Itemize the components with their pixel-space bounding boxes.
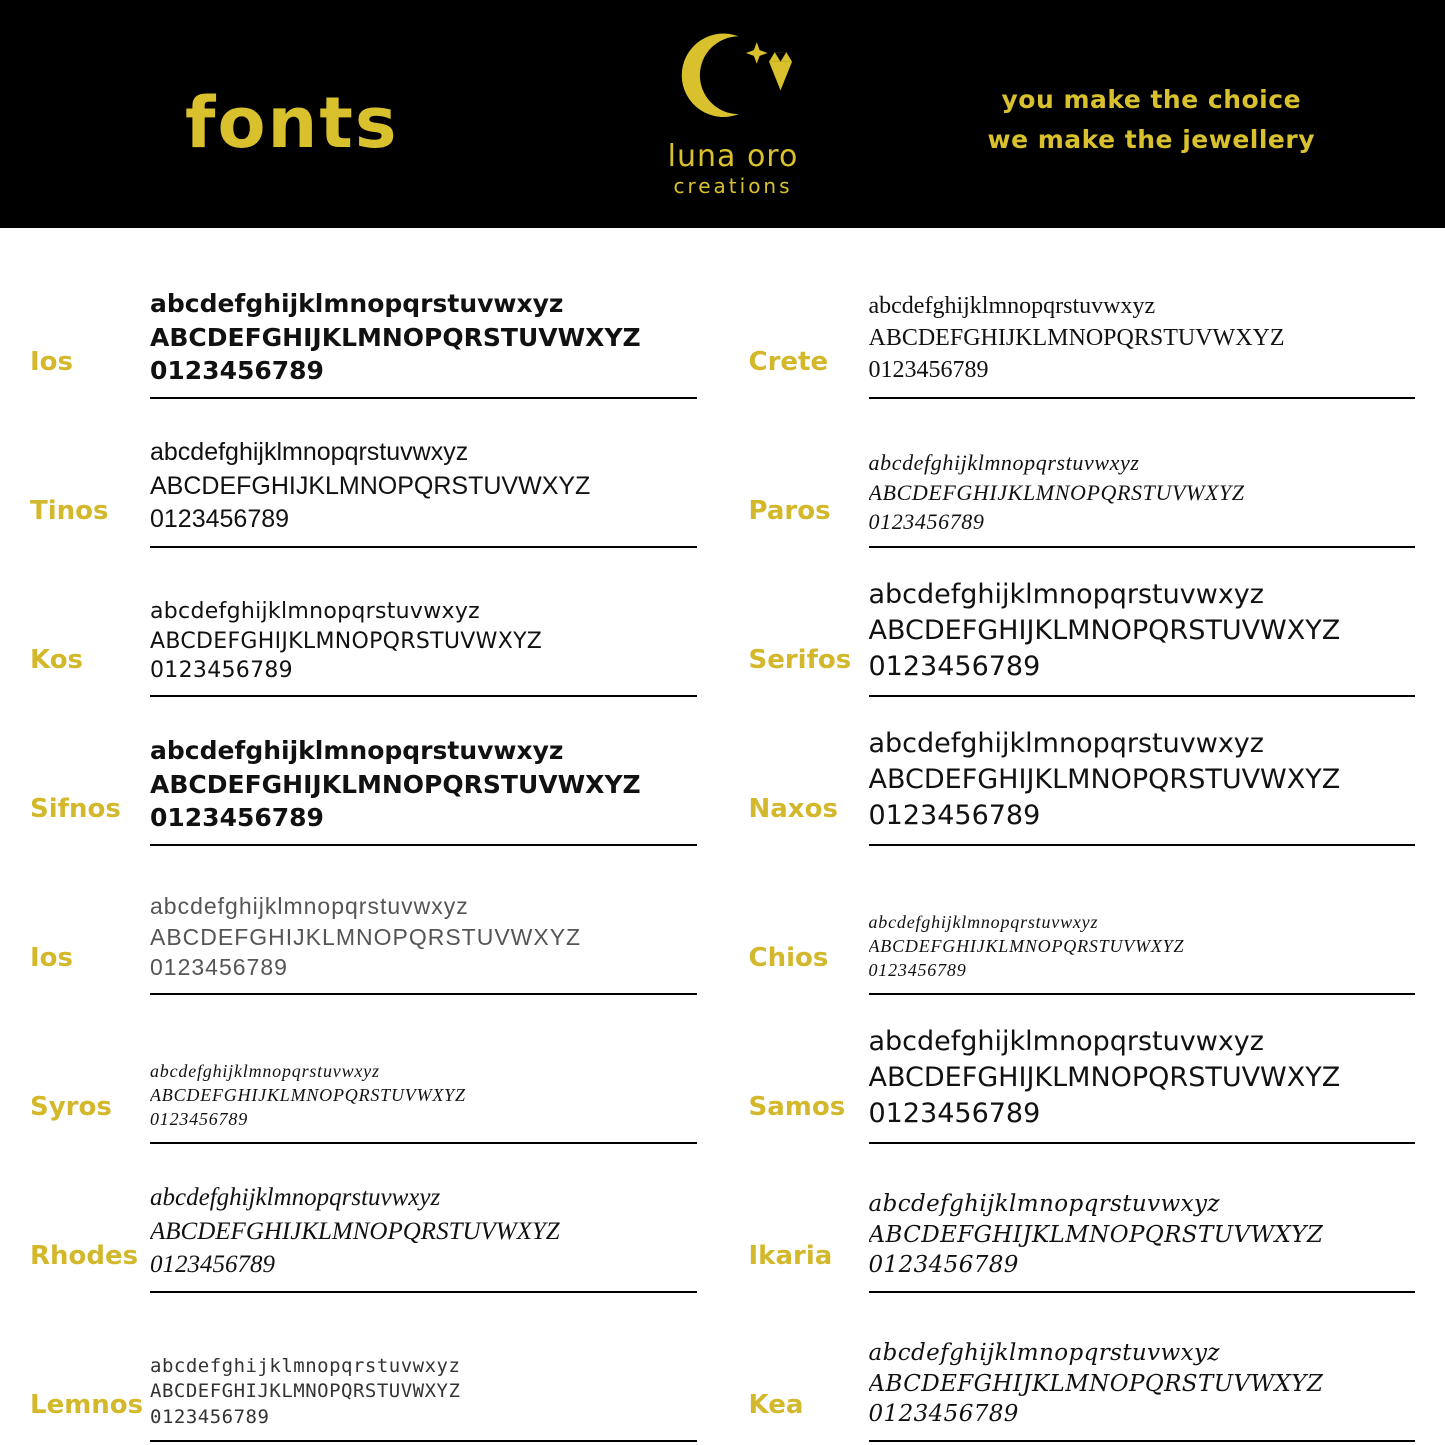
font-name-label: Samos <box>748 1092 846 1122</box>
font-specimen-row <box>30 250 697 399</box>
specimen-digits: 0123456789 <box>150 802 324 832</box>
font-name-label: Ios <box>30 347 74 377</box>
font-name-label: Tinos <box>30 496 109 526</box>
specimen-upper: ABCDEFGHIJKLMNOPQRSTUVWXYZ <box>868 479 1245 505</box>
specimen-upper: ABCDEFGHIJKLMNOPQRSTUVWXYZ <box>868 764 1341 796</box>
specimen-lower: abcdefghijklmnopqrstuvwxyz <box>868 293 1156 320</box>
specimen-lower: abcdefghijklmnopqrstuvwxyz <box>150 893 469 920</box>
specimen-digits: 0123456789 <box>150 504 290 533</box>
font-specimen-text <box>869 726 1416 846</box>
brand-name: luna oro <box>667 139 799 174</box>
specimen-lower: abcdefghijklmnopqrstuvwxyz <box>150 1184 441 1212</box>
specimen-digits: 0123456789 <box>150 1250 275 1278</box>
tagline <box>988 80 1316 160</box>
font-specimen-sheet <box>0 228 1445 1445</box>
font-specimen-row <box>749 697 1416 846</box>
crescent-moon-diamond-icon <box>661 22 805 130</box>
font-name-label: Paros <box>748 496 831 526</box>
specimen-digits: 0123456789 <box>868 357 989 384</box>
font-name-label: Crete <box>748 347 829 377</box>
font-specimen-text <box>150 1060 697 1144</box>
specimen-digits: 0123456789 <box>150 1405 270 1428</box>
specimen-upper: ABCDEFGHIJKLMNOPQRSTUVWXYZ <box>868 1221 1324 1248</box>
font-name-label: Rhodes <box>30 1241 139 1271</box>
specimen-digits: 0123456789 <box>150 954 288 981</box>
specimen-digits: 0123456789 <box>868 960 967 981</box>
specimen-digits: 0123456789 <box>868 651 1041 683</box>
font-specimen-text <box>869 1024 1416 1144</box>
specimen-upper: ABCDEFGHIJKLMNOPQRSTUVWXYZ <box>150 628 543 654</box>
specimen-upper: ABCDEFGHIJKLMNOPQRSTUVWXYZ <box>868 936 1185 957</box>
specimen-digits: 0123456789 <box>868 1401 1019 1428</box>
specimen-upper: ABCDEFGHIJKLMNOPQRSTUVWXYZ <box>150 1217 560 1245</box>
specimen-upper: ABCDEFGHIJKLMNOPQRSTUVWXYZ <box>150 1380 461 1403</box>
font-specimen-row <box>30 1144 697 1293</box>
font-specimen-row <box>749 1293 1416 1442</box>
brand-logo <box>608 22 858 212</box>
specimen-lower: abcdefghijklmnopqrstuvwxyz <box>150 289 564 319</box>
page-header <box>0 0 1445 228</box>
specimen-digits: 0123456789 <box>868 1098 1041 1130</box>
font-specimen-text <box>869 291 1416 399</box>
font-name-label: Sifnos <box>30 794 121 824</box>
font-name-label: Ikaria <box>748 1241 833 1271</box>
tagline-line-2: we make the jewellery <box>987 125 1315 154</box>
font-name-label: Serifos <box>748 645 852 675</box>
page-title: fonts <box>185 82 399 164</box>
specimen-upper: ABCDEFGHIJKLMNOPQRSTUVWXYZ <box>150 322 641 352</box>
font-specimen-row <box>749 995 1416 1144</box>
font-specimen-row <box>30 846 697 995</box>
specimen-upper: ABCDEFGHIJKLMNOPQRSTUVWXYZ <box>868 1370 1324 1397</box>
specimen-lower: abcdefghijklmnopqrstuvwxyz <box>868 728 1264 760</box>
specimen-upper: ABCDEFGHIJKLMNOPQRSTUVWXYZ <box>150 923 582 950</box>
specimen-lower: abcdefghijklmnopqrstuvwxyz <box>868 450 1140 476</box>
specimen-upper: ABCDEFGHIJKLMNOPQRSTUVWXYZ <box>150 769 641 799</box>
specimen-upper: ABCDEFGHIJKLMNOPQRSTUVWXYZ <box>868 1062 1341 1094</box>
font-name-label: Lemnos <box>30 1390 144 1420</box>
font-specimen-text <box>869 911 1416 995</box>
font-name-label: Naxos <box>748 794 838 824</box>
specimen-digits: 0123456789 <box>150 355 324 385</box>
tagline-line-1: you make the choice <box>1001 85 1302 114</box>
font-specimen-row <box>30 548 697 697</box>
font-specimen-text <box>150 1354 697 1442</box>
font-specimen-row <box>749 399 1416 548</box>
font-specimen-row <box>30 1293 697 1442</box>
specimen-upper: ABCDEFGHIJKLMNOPQRSTUVWXYZ <box>868 325 1285 352</box>
specimen-digits: 0123456789 <box>868 508 985 534</box>
font-specimen-text <box>869 448 1416 548</box>
font-specimen-text <box>869 1338 1416 1442</box>
specimen-lower: abcdefghijklmnopqrstuvwxyz <box>868 912 1099 933</box>
specimen-digits: 0123456789 <box>868 1252 1019 1279</box>
font-name-label: Kea <box>748 1390 804 1420</box>
specimen-lower: abcdefghijklmnopqrstuvwxyz <box>868 1191 1220 1218</box>
specimen-digits: 0123456789 <box>868 800 1041 832</box>
font-specimen-row <box>749 548 1416 697</box>
brand-subtitle: creations <box>673 174 793 198</box>
font-specimen-text <box>150 1181 697 1293</box>
specimen-upper: ABCDEFGHIJKLMNOPQRSTUVWXYZ <box>150 1085 466 1106</box>
specimen-lower: abcdefghijklmnopqrstuvwxyz <box>868 579 1264 611</box>
font-specimen-row <box>749 1144 1416 1293</box>
font-grid <box>30 250 1415 1442</box>
font-specimen-text <box>150 734 697 846</box>
specimen-lower: abcdefghijklmnopqrstuvwxyz <box>150 1061 380 1082</box>
font-name-label: Chios <box>748 943 829 973</box>
specimen-lower: abcdefghijklmnopqrstuvwxyz <box>150 599 481 625</box>
font-name-label: Syros <box>30 1092 112 1122</box>
specimen-lower: abcdefghijklmnopqrstuvwxyz <box>868 1340 1220 1367</box>
font-name-label: Kos <box>30 645 84 675</box>
font-specimen-text <box>869 577 1416 697</box>
specimen-digits: 0123456789 <box>150 1109 248 1130</box>
font-name-label: Ios <box>30 943 74 973</box>
font-specimen-row <box>30 697 697 846</box>
font-specimen-row <box>30 399 697 548</box>
specimen-lower: abcdefghijklmnopqrstuvwxyz <box>150 1355 461 1378</box>
font-specimen-text <box>150 891 697 995</box>
font-specimen-text <box>869 1189 1416 1293</box>
font-specimen-text <box>150 436 697 548</box>
font-specimen-text <box>150 597 697 697</box>
font-specimen-row <box>30 995 697 1144</box>
specimen-lower: abcdefghijklmnopqrstuvwxyz <box>868 1026 1264 1058</box>
font-specimen-row <box>749 846 1416 995</box>
specimen-upper: ABCDEFGHIJKLMNOPQRSTUVWXYZ <box>868 615 1341 647</box>
specimen-lower: abcdefghijklmnopqrstuvwxyz <box>150 438 469 467</box>
specimen-digits: 0123456789 <box>150 657 293 683</box>
specimen-upper: ABCDEFGHIJKLMNOPQRSTUVWXYZ <box>150 471 591 500</box>
specimen-lower: abcdefghijklmnopqrstuvwxyz <box>150 736 564 766</box>
font-specimen-row <box>749 250 1416 399</box>
font-specimen-text <box>150 287 697 399</box>
